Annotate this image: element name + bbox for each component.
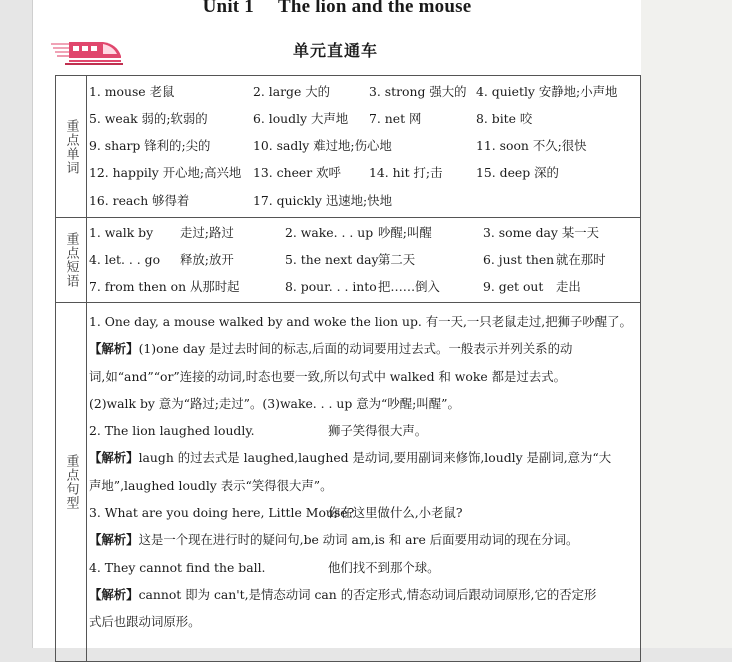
right-margin <box>641 0 732 648</box>
phrase-cn: 第二天 <box>378 252 416 267</box>
analysis-line: 式后也跟动词原形。 <box>89 614 201 630</box>
page-title <box>33 0 641 18</box>
key-sentences-section <box>55 302 641 662</box>
phrase-cn: 释放;放开 <box>180 252 234 267</box>
word-item: 7. net 网 <box>369 111 422 126</box>
word-item: 8. bite 咬 <box>476 111 533 126</box>
phrase-en: 2. wake. . . up <box>285 225 374 240</box>
word-item: 12. happily 开心地;高兴地 <box>89 165 242 180</box>
word-item: 14. hit 打;击 <box>369 165 443 180</box>
analysis-line: 【解析】cannot 即为 can't,是情态动词 can 的否定形式,情态动词后跟动词原形,它的否定形 <box>89 586 597 602</box>
analysis-line: 【解析】这是一个现在进行时的疑问句,be 动词 am,is 和 are 后面要用动词的现在分词。 <box>89 532 579 548</box>
word-item: 6. loudly 大声地 <box>253 111 349 126</box>
phrase-cn: 把……倒入 <box>378 279 440 294</box>
title-name: The lion and the mouse <box>277 0 472 17</box>
word-item: 11. soon 不久;很快 <box>476 138 587 153</box>
sentence-line: 1. One day, a mouse walked by and woke the lion up. 有一天,一只老鼠走过,把狮子吵醒了。 <box>89 314 632 329</box>
word-item: 5. weak 弱的;软弱的 <box>89 111 208 126</box>
phrase-item: 7. from then on 从那时起 <box>89 279 240 294</box>
analysis-line: (2)walk by 意为“路过;走过”。(3)wake. . . up 意为“吵醒;叫醒”。 <box>89 395 460 411</box>
word-item: 10. sadly 难过地;伤心地 <box>253 138 392 153</box>
word-item: 4. quietly 安静地;小声地 <box>476 84 618 99</box>
phrase-cn: 走过;路过 <box>180 225 234 240</box>
sentence-line: 2. The lion laughed loudly. 狮子笑得很大声。 <box>89 423 428 439</box>
word-item: 9. sharp 锋利的;尖的 <box>89 138 211 153</box>
analysis-line: 词,如“and”“or”连接的动词,时态也要一致,所以句式中 walked 和 woke 都是过去式。 <box>89 368 566 384</box>
word-item: 1. mouse 老鼠 <box>89 84 175 99</box>
word-item: 16. reach 够得着 <box>89 193 190 208</box>
sentence-line: 3. What are you doing here, Little Mouse? 你在这里做什么,小老鼠? <box>89 505 463 521</box>
section-subtitle: 单元直通车 <box>293 41 379 60</box>
phrase-en: 6. just then <box>483 252 555 267</box>
phrase-cn: 走出 <box>556 279 581 294</box>
key-phrases-label: 重点短语 <box>56 218 87 302</box>
key-words-section <box>55 75 641 218</box>
analysis-line: 【解析】(1)one day 是过去时间的标志,后面的动词要用过去式。一般表示并列关系的动 <box>89 341 573 357</box>
phrase-en: 1. walk by <box>89 225 154 240</box>
word-item: 2. large 大的 <box>253 84 331 99</box>
word-item: 17. quickly 迅速地;快地 <box>253 193 392 208</box>
word-item: 13. cheer 欢呼 <box>253 165 341 180</box>
key-phrases-section <box>55 217 641 303</box>
phrase-cn: 就在那时 <box>556 252 606 267</box>
phrase-en: 5. the next day <box>285 252 379 267</box>
key-sentences-label: 重点句型 <box>56 303 87 661</box>
document-page <box>32 0 642 648</box>
phrase-en: 9. get out <box>483 279 544 294</box>
word-item: 3. strong 强大的 <box>369 84 467 99</box>
phrase-cn: 吵醒;叫醒 <box>378 225 432 240</box>
word-item: 15. deep 深的 <box>476 165 559 180</box>
sentence-line: 4. They cannot find the ball. 他们找不到那个球。 <box>89 559 440 575</box>
analysis-line: 【解析】laugh 的过去式是 laughed,laughed 是动词,要用副词来修饰,loudly 是副词,意为“大 <box>89 450 612 466</box>
analysis-line: 声地”,laughed loudly 表示“笑得很大声”。 <box>89 477 333 493</box>
key-words-label: 重点单词 <box>56 76 87 217</box>
train-icon <box>51 34 123 68</box>
phrase-en: 8. pour. . . into <box>285 279 377 294</box>
phrase-en: 4. let. . . go <box>89 252 161 267</box>
title-unit: Unit 1 <box>202 0 254 17</box>
phrase-item: 3. some day 某一天 <box>483 225 600 240</box>
sentence-body <box>89 308 640 636</box>
